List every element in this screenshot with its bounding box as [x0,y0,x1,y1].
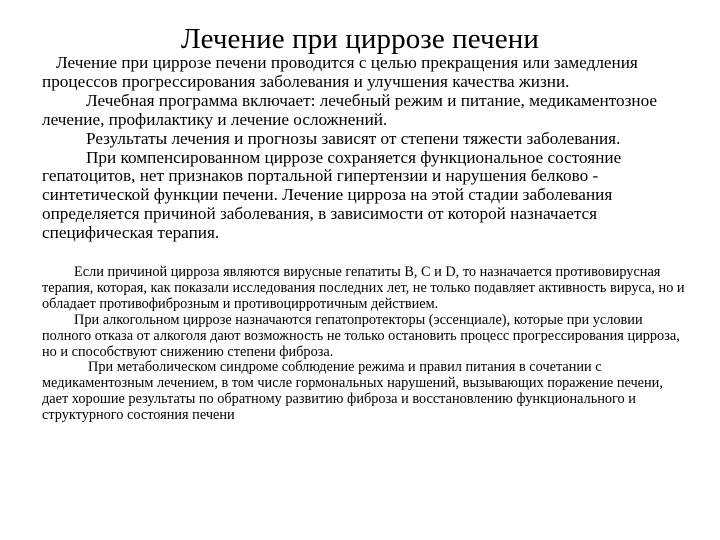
paragraph-treatment-program: Лечебная программа включает: лечебный режим и питание, медикаментозное лечение, профилактику и лечение осложнений. [42,90,658,129]
paragraph-alcoholic-cirrhosis: При алкогольном циррозе назначаются гепатопротекторы (эссенциале), которые при условии полного отказа от алкоголя дают возможность не только остановить процесс прогрессирования цирроза, но и способствуют снижению степени фиброза. [42,311,680,360]
slide-title: Лечение при циррозе печени [181,23,539,55]
paragraph-metabolic-syndrome: При метаболическом синдроме соблюдение режима и правил питания в сочетании с медикаментозным лечением, в том числе гормональных нарушений, вызывающих поражение печени, дает хорошие результаты по обратному развитию фиброза и восстановлению функционального и структурного состояния печени [42,359,663,424]
paragraph-treatment-goal: Лечение при циррозе печени проводится с целью прекращения или замедления процессов прогрессирования заболевания и улучшения качества жизни. [42,53,638,91]
secondary-text-block [42,265,692,424]
main-text-block [42,54,692,243]
paragraph-compensated-cirrhosis: При компенсированном циррозе сохраняется функциональное состояние гепатоцитов, нет признаков портальной гипертензии и нарушения белково - синтетической функции печени. Лечение цирроза на этой стадии заболевания определяется причиной заболевания, в зависимости от которой назначается специфическая терапия. [42,147,622,243]
paragraph-results: Результаты лечения и прогнозы зависят от степени тяжести заболевания. [86,128,621,148]
paragraph-viral-hepatitis: Если причиной цирроза являются вирусные гепатиты В, С и D, то назначается противовирусная терапия, которая, как показали исследования последних лет, не только подавляет активность вируса, но и обладает противофиброзным и противоцирротичным действием. [42,264,685,312]
